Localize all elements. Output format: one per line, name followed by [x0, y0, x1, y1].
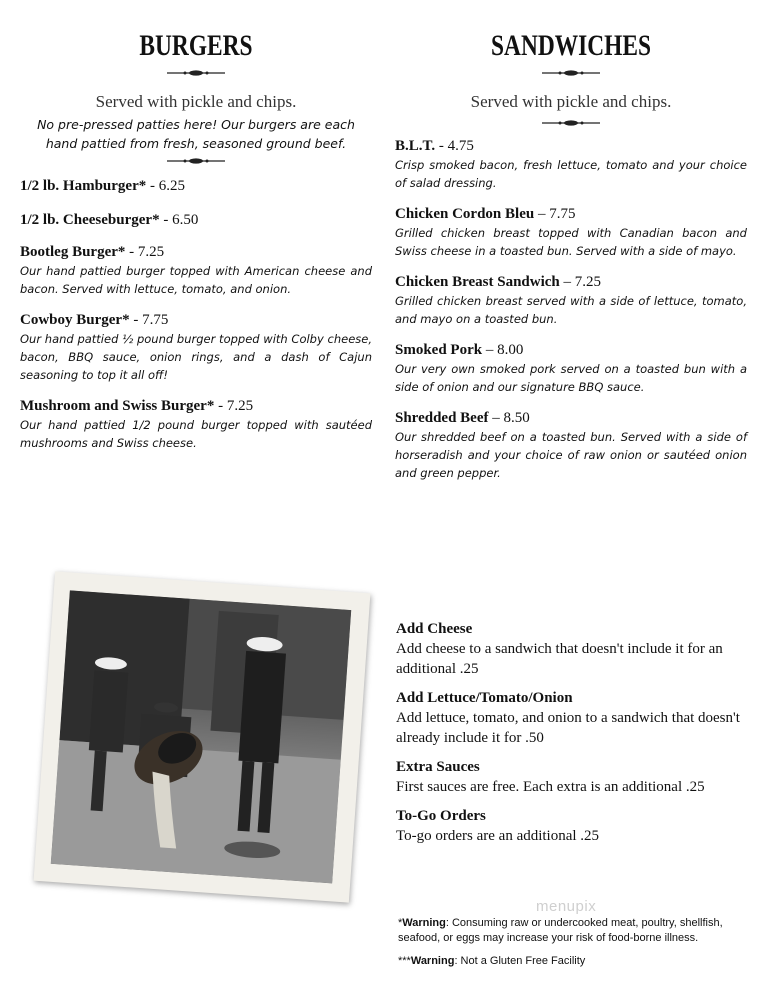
item-name: Cowboy Burger* — [20, 312, 130, 328]
item-name: Bootleg Burger* — [20, 244, 126, 260]
flourish-divider-icon — [165, 68, 227, 78]
burger-list — [20, 176, 372, 452]
item-price: - 7.75 — [129, 312, 169, 328]
warnings-section — [398, 916, 748, 977]
flourish-divider-icon — [540, 68, 602, 78]
warning-text: : Consuming raw or undercooked meat, poultry, shellfish, seafood, or eggs may increase your risk of food-borne illness. — [398, 917, 723, 944]
sandwiches-section — [395, 28, 747, 482]
warning-text: : Not a Gluten Free Facility — [454, 955, 586, 967]
warning-label: Warning — [402, 917, 446, 929]
item-name: 1/2 lb. Hamburger* — [20, 178, 147, 194]
warning-prefix: * — [398, 917, 403, 929]
extra-item — [396, 689, 748, 748]
burgers-note: No pre-pressed patties here! Our burgers are each hand pattied from fresh, seasoned ground beef. — [37, 117, 355, 151]
item-price: – 7.25 — [559, 274, 602, 290]
item-price: - 4.75 — [435, 138, 474, 154]
extra-item — [396, 807, 748, 846]
item-price: – 8.50 — [488, 410, 530, 426]
extra-title: Extra Sauces — [396, 759, 480, 775]
warning-label: Warning — [410, 955, 455, 967]
menu-item — [395, 272, 747, 328]
item-price: - 6.50 — [159, 212, 199, 228]
item-name: 1/2 lb. Cheeseburger* — [20, 212, 160, 228]
menu-item — [20, 396, 372, 452]
item-name: Chicken Breast Sandwich — [395, 274, 560, 290]
item-price: - 7.25 — [125, 244, 165, 260]
menu-item — [20, 210, 372, 230]
extra-description: To-go orders are an additional .25 — [396, 828, 600, 844]
photo-scene-icon — [51, 590, 351, 883]
item-name: Smoked Pork — [395, 342, 483, 358]
item-description: Our very own smoked pork served on a toasted bun with a side of onion and our signature BBQ sauce. — [395, 362, 747, 394]
menu-item — [395, 408, 747, 482]
vintage-photo-icon — [51, 590, 351, 883]
item-description: Our hand pattied burger topped with American cheese and bacon. Served with lettuce, tomato, and onion. — [20, 264, 372, 296]
menu-item — [395, 136, 747, 192]
menu-item — [395, 204, 747, 260]
extra-title: Add Cheese — [396, 621, 473, 637]
item-description: Grilled chicken breast topped with Canadian bacon and Swiss cheese in a toasted bun. Served with a side of mayo. — [395, 226, 747, 258]
extra-title: To-Go Orders — [396, 808, 486, 824]
extras-section — [396, 620, 748, 856]
item-price: – 8.00 — [482, 342, 524, 358]
item-name: Shredded Beef — [395, 410, 489, 426]
item-description: Our hand pattied 1/2 pound burger topped with sautéed mushrooms and Swiss cheese. — [20, 418, 372, 450]
extra-description: Add cheese to a sandwich that doesn't include it for an additional .25 — [396, 641, 723, 677]
item-description: Grilled chicken breast served with a side of lettuce, tomato, and mayo on a toasted bun. — [395, 294, 747, 326]
extra-title: Add Lettuce/Tomato/Onion — [396, 690, 573, 706]
menu-item — [20, 242, 372, 298]
item-description: Crisp smoked bacon, fresh lettuce, tomato and your choice of salad dressing. — [395, 158, 747, 190]
warning-raw-food — [398, 916, 748, 946]
flourish-divider-icon — [540, 118, 602, 128]
item-name: Mushroom and Swiss Burger* — [20, 398, 215, 414]
item-price: - 7.25 — [214, 398, 254, 414]
burgers-heading: BURGERS — [139, 29, 253, 62]
sandwich-list — [395, 136, 747, 482]
item-name: B.L.T. — [395, 138, 436, 154]
burgers-section — [20, 28, 372, 452]
menu-item — [20, 176, 372, 196]
menu-item — [20, 310, 372, 384]
sandwiches-heading: SANDWICHES — [491, 29, 651, 62]
item-description: Our hand pattied ½ pound burger topped with Colby cheese, bacon, BBQ sauce, onion rings, and a dash of Cajun seasoning to top it all off! — [20, 332, 372, 382]
burgers-subtitle: Served with pickle and chips. — [95, 92, 297, 111]
item-name: Chicken Cordon Bleu — [395, 206, 535, 222]
extra-item — [396, 620, 748, 679]
extra-description: Add lettuce, tomato, and onion to a sandwich that doesn't already include it for .50 — [396, 710, 740, 746]
menu-item — [395, 340, 747, 396]
sandwiches-subtitle: Served with pickle and chips. — [470, 92, 672, 111]
warning-gluten — [398, 954, 748, 969]
item-description: Our shredded beef on a toasted bun. Served with a side of horseradish and your choice of raw onion or sautéed onion and green pepper. — [395, 430, 747, 480]
flourish-divider-icon — [165, 156, 227, 166]
extra-item — [396, 758, 748, 797]
watermark: menupix — [536, 898, 597, 915]
extra-description: First sauces are free. Each extra is an additional .25 — [396, 779, 705, 795]
vintage-photo-frame — [34, 571, 371, 902]
item-price: – 7.75 — [534, 206, 576, 222]
warning-prefix: *** — [398, 955, 411, 967]
item-price: - 6.25 — [146, 178, 185, 194]
